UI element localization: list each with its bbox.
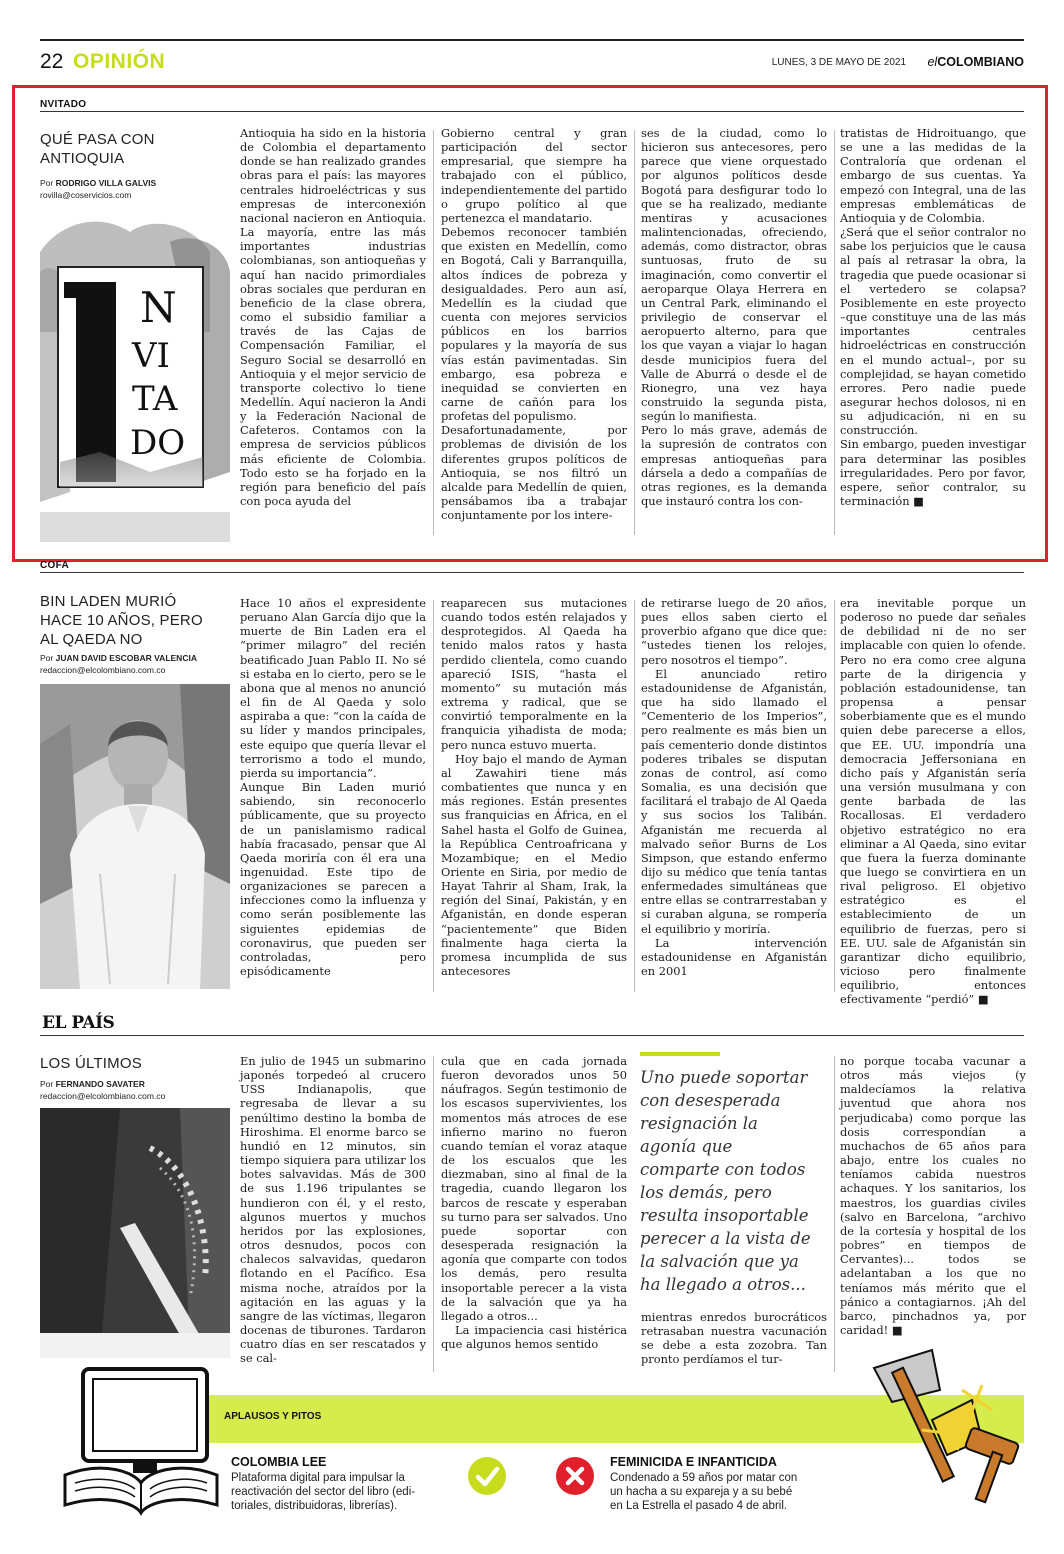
aplauso-text	[231, 1471, 415, 1513]
article3-paragraph: no porque tocaba vacunar a otros más viejos (y maldecíamos la relativa juventud que ahora nos perjudicaba) como porque las dosis correspondían a muchachos de 65 años para abajo, entre los cuales no teníamos cabida nuestros achaques. Y los sanitarios, los maestros, los guardias civiles (salvo en Barcelona, “archivo de la cortesía y hospital de los pobres” en tiempos de Cervantes)... todos se adelantaban a los que no teníamos más mérito que el pánico a contagiarnos. ¡Ah del barco, pinchadnos ya, por caridad! ■	[840, 1054, 1026, 1337]
aplauso-text-line: reactivación del sector del libro (edi-	[231, 1486, 416, 1498]
article1-column-1	[240, 126, 426, 546]
article3-email: redaccion@elcolombiano.com.co	[40, 1091, 166, 1101]
column-divider	[634, 130, 635, 535]
article1-title-line: QUÉ PASA CON	[40, 131, 155, 148]
article2-byline	[40, 653, 197, 663]
article2-column-3	[641, 596, 827, 996]
column-divider	[433, 600, 434, 992]
article2-title	[40, 592, 203, 649]
column-divider	[433, 130, 434, 535]
article1-paragraph: Pero lo más grave, además de la supresión de contratos con empresas antioqueñas para dársela a dedo a compañías de otras regiones, es la demanda que instauró contra los con-	[641, 423, 827, 509]
article3-title: LOS ÚLTIMOS	[40, 1055, 142, 1072]
article2-title-line: HACE 10 AÑOS, PERO	[40, 612, 203, 629]
header-rule	[40, 39, 1024, 41]
aplauso-text-line: toriales, distribuidoras, librerías).	[231, 1500, 398, 1512]
article2-paragraph: Hace 10 años el expresidente peruano Alan García dijo que la muerte de Bin Laden era el “primer milagro” del recién beatificado Juan Pablo II. No sé si estaba en lo cierto, pero se le abona que al menos no anunció el fin de Al Qaeda y solo aspiraba a que: “con la caída de su líder y mandos principales, este equipo que quería llevar el terrorismo a todo el mundo, pierda su importancia”.	[240, 596, 426, 780]
invitado-illustration	[40, 212, 230, 542]
section-rule	[40, 111, 1024, 112]
quote-accent-bar	[640, 1052, 720, 1056]
article1-column-2	[441, 126, 627, 546]
article3-paragraph: En julio de 1945 un submarino japonés torpedeó al crucero USS Indianapolis, que regresaba de llevar a su penúltimo destino la bomba de Hiroshima. El enorme barco se hundió en 12 minutos, sin tiempo siquiera para utilizar los botes salvavidas. Más de 300 de sus 1.196 tripulantes se hundieron con él, y el resto, algunos muertos y muchos heridos por las explosiones, otros desnudos, pocos con chalecos salvavidas, quedaron flotando en el Pacífico. Esa misma noche, atraídos por la agitación en las aguas y la sangre de las víctimas, llegaron docenas de tiburones. Tardaron cuatro días en ser rescatados y se cal-	[240, 1054, 426, 1366]
article1-paragraph: tratistas de Hidroituango, que se une a las medidas de la Contraloría que ordenan el embargo de sus cuentas. Ya empezó con Integral, una de las empresas emblemáticas de Antioquia y de Colombia.	[840, 126, 1026, 225]
article3-column-1	[240, 1054, 426, 1372]
column-divider	[834, 1056, 835, 1372]
page-header	[40, 50, 1024, 76]
article3-column-3	[641, 1310, 827, 1372]
header-date: LUNES, 3 DE MAYO DE 2021	[771, 57, 906, 68]
byline-prefix: Por	[40, 1079, 56, 1089]
byline-prefix: Por	[40, 178, 56, 188]
article2-paragraph: Aunque Bin Laden murió sabiendo, sin reconocerlo públicamente, que su proyecto de un panislamismo radical había fracasado, pensar que Al Qaeda moriría con él era una ingenuidad. Este tipo de organizaciones se parecen a infecciones como la influenza y como serán posiblemente las siguientes epidemias de coronavirus, que pueden ser controladas, pero episódicamente	[240, 780, 426, 979]
article2-column-4	[840, 596, 1026, 1007]
section-rule	[40, 1035, 1024, 1036]
pito-text-line: en La Estrella el pasado 4 de abril.	[610, 1500, 788, 1512]
article2-paragraph: era inevitable porque un poderoso no puede dar señales de debilidad ni de no ser implacable con quien lo ofende. Pero no era como cree alguna parte de la dirigencia y población estadounidense, tan propensa a pensar soberbiamente que es el mundo quien debe parecerse a ellos, que EE. UU. impondría una democracia Jeffersoniana en dicho país y Afganistán sería una versión musulmana y con gente barbada de las Rocallosas. El verdadero objetivo estratégico no era eliminar a Al Qaeda, sino evitar que fuera la fuerza dominante que luego se convirtiera en un rival peligroso. El objetivo estratégico es el establecimiento de un equilibrio de fuerzas, pero si EE. UU. sale de Afganistán sin garantizar dicho equilibrio, vicioso pero finalmente equilibrio, entonces efectivamente “perdió” ■	[840, 596, 1026, 1007]
article2-paragraph: reaparecen sus mutaciones cuando todos estén relajados y desprotegidos. Al Qaeda ha tenido malos ratos y hasta perdido clientela, como cuando apareció ISIS, “hasta el momento” su mutación más extrema y radical, que se convirtió temporalmente en la franquicia yihadista de moda; pero nunca estuvo muerta.	[441, 596, 627, 752]
article1-title-line: ANTIOQUIA	[40, 150, 125, 167]
computer-book-icon	[55, 1365, 225, 1515]
newspaper-logo	[927, 55, 1024, 69]
section-label-invitado: NVITADO	[40, 99, 87, 110]
article1-paragraph: ¿Será que el señor contralor no sabe los perjuicios que le causa al país al retrasar la obra, la tragedia que puede ocasionar si el vertedero se colapsa? Posiblemente en este proyecto –que constituye una de las más importantes centrales hidroeléctricas en construcción en el mundo actual–, por su complejidad, se hayan cometido errores. Pero nadie puede asegurar hechos dolosos, ni en su adjudicación, ni en su construcción.	[840, 225, 1026, 438]
article2-author: JUAN DAVID ESCOBAR VALENCIA	[55, 653, 197, 663]
aplauso-title: COLOMBIA LEE	[231, 1455, 327, 1469]
byline-prefix: Por	[40, 653, 56, 663]
article1-paragraph: Gobierno central y gran participación del sector empresarial, que siempre ha trabajado con el público, independientemente del partido o grupo político al que pertenezca el mandatario.	[441, 126, 627, 225]
logo-prefix: el	[927, 55, 938, 69]
invitado-letter-ta: TA	[132, 379, 178, 419]
invitado-letter-do: DO	[130, 423, 186, 463]
article1-column-3	[641, 126, 827, 546]
pito-text-line: un hacha a su expareja y a su bebé	[610, 1486, 793, 1498]
article3-column-4	[840, 1054, 1026, 1372]
pito-title: FEMINICIDA E INFANTICIDA	[610, 1455, 777, 1469]
article1-column-4	[840, 126, 1026, 546]
article3-column-2	[441, 1054, 627, 1372]
aplauso-text-line: Plataforma digital para impulsar la	[231, 1472, 405, 1484]
article1-paragraph: ses de la ciudad, como lo hicieron sus antecesores, pero parece que viene orquestado por algunos políticos desde Bogotá para desfigurar todo lo que se ha realizado, mediante mentiras y acusaciones malintencionadas, ofreciendo, además, como distractor, obras suntuosas, fruto de su imaginación, como convertir el aeroparque Olaya Herrera en un Central Park, eliminando el privilegio de conservar el aeropuerto alterno, para que los que vayan a viajar lo hagan desde municipios fuera del Valle de Aburrá o desde el de Rionegro, una vez haya construido la segunda pista, según lo manifiesta.	[641, 126, 827, 424]
article1-title	[40, 130, 155, 168]
article2-paragraph: El anunciado retiro estadounidense de Afganistán, que ha sido llamado el “Cementerio de los Imperios”, pero realmente es más bien un país cementerio donde distintos poderes tribales se disputan zonas de control, así como Somalia, es una decisión que facilitará el trabajo de Al Qaeda y sus socios los Talibán. Afganistán me recuerda al malvado señor Burns de Los Simpson, que estando enfermo dijo su médico que tenía tantas enfermedades simultáneas que entre ellas se contrarrestaban y si curaban alguna, se rompería el equilibrio y moriría.	[641, 666, 827, 936]
logo-name: COLOMBIANO	[937, 55, 1024, 69]
pito-text	[610, 1471, 797, 1513]
article3-byline	[40, 1079, 145, 1089]
article1-paragraph: Desafortunadamente, por problemas de división de los diferentes grupos políticos de Antioquia, se nos filtró un alcalde para Medellín de quien, pensábamos iba a trabajar conjuntamente por los intere-	[441, 423, 627, 523]
article3-paragraph: cula que en cada jornada fueron devorados unos 50 náufragos. Según testimonio de los escasos supervivientes, los momentos más atroces de ese infierno marino no fueron cuando temían el voraz ataque de los escualos que les diezmaban, sino al final de la tragedia, cuando llegaron los barcos de rescate y esperaban su turno para ser salvados. Uno puede soportar con desesperada resignación la agonía que comparte con todos los demás, pero resulta insoportable perecer a la vista de la salvación que ya ha llegado a otros...	[441, 1054, 627, 1323]
article2-title-line: AL QAEDA NO	[40, 631, 143, 648]
section-rule	[40, 572, 1024, 573]
pito-text-line: Condenado a 59 años por matar con	[610, 1472, 798, 1484]
column-divider	[834, 600, 835, 992]
article1-byline	[40, 178, 156, 188]
x-icon	[556, 1457, 594, 1495]
invitado-letter-vi: VI	[132, 336, 170, 376]
article3-paragraph: La impaciencia casi histérica que algunos hemos sentido	[441, 1322, 627, 1352]
article2-paragraph: de retirarse luego de 20 años, pues ellos saben cierto el proverbio afgano que dice que: “ustedes tienen los relojes, pero nosotros el tiempo”.	[641, 596, 827, 667]
pull-quote: Uno puede soportar con desesperada resignación la agonía que comparte con todos los demás, pero resulta insoportable perecer a la vista de la salvación que ya ha llegado a otros...	[640, 1068, 811, 1294]
column-divider	[834, 130, 835, 535]
article1-email: rovilla@coservicios.com	[40, 190, 132, 200]
article3-author: FERNANDO SAVATER	[55, 1079, 145, 1089]
section-title: OPINIÓN	[73, 50, 166, 73]
article1-paragraph: Sin embargo, pueden investigar para determinar las posibles irregularidades. Pero por favor, espere, señor contralor, su terminación ■	[840, 437, 1026, 509]
article2-paragraph: La intervención estadounidense en Afganistán en 2001	[641, 935, 827, 979]
article2-email: redaccion@elcolombiano.com.co	[40, 665, 166, 675]
invitado-letter-n: N	[140, 283, 177, 332]
author-photo	[40, 684, 230, 989]
axe-gavel-icon	[862, 1340, 1042, 1510]
article1-paragraph: Debemos reconocer también que existen en Medellín, como en Bogotá, Cali y Barranquilla, altos índices de pobreza y desigualdades. Pero aun así, Medellín es la ciudad que cuenta con mejores servicios públicos en los barrios populares y la mayoría de sus vías están pavimentadas. Sin embargo, esa pobreza e inequidad se convierten en carne de cañón para los profetas del populismo.	[441, 225, 627, 424]
article3-paragraph: mientras enredos burocráticos retrasaban nuestra vacunación se debe a esta zozobra. Tan pronto perdíamos el tur-	[641, 1310, 827, 1367]
article2-paragraph: Hoy bajo el mando de Ayman al Zawahiri tiene más combatientes que nunca y en más regiones. Están presentes sus franquicias en África, en el Sahel hasta el Golfo de Guinea, la República Centroafricana y Mozambique; en el Medio Oriente en Siria, por medio de Hayat Tahrir al Sham, Irak, la región del Sinaí, Pakistán, y en Afganistán, en donde esperan “pacientemente” que Biden finalmente haga cierta la promesa incumplida de sus antecesores	[441, 751, 627, 979]
article2-column-1	[240, 596, 426, 996]
article1-author: RODRIGO VILLA GALVIS	[55, 178, 157, 188]
page-number: 22	[40, 50, 64, 73]
column-divider	[433, 1056, 434, 1372]
column-divider	[634, 600, 635, 992]
article2-column-2	[441, 596, 627, 996]
check-icon	[468, 1457, 506, 1495]
el-pais-illustration	[40, 1108, 230, 1358]
aplausos-title: APLAUSOS Y PITOS	[224, 1411, 322, 1422]
article1-paragraph: Antioquia ha sido en la historia de Colombia el departamento donde se han realizado grandes obras para el país: las mayores centrales hidroeléctricas y sus empresas de interconexión nacional nacieron en Antioquia. La mayoría, entre las más importantes industrias colombianas, son antioqueñas y aquí han nacido primordiales obras sociales que perduran en beneficio de la clase obrera, como el subsidio familiar a través de las Cajas de Compensación Familiar, el Seguro Social se desarrolló en Antioquia y el mejor servicio de transporte colectivo lo tiene Medellín. Aquí nacieron la Andi y la Federación Nacional de Cafeteros. Contamos con la empresa de servicios públicos más eficiente de Colombia. Todo esto se ha forjado en la región para beneficio del país con poca ayuda del	[240, 126, 426, 509]
article2-title-line: BIN LADEN MURIÓ	[40, 593, 177, 610]
el-pais-logo: EL PAÍS	[42, 1013, 115, 1033]
section-label-cofa: COFA	[40, 560, 69, 571]
